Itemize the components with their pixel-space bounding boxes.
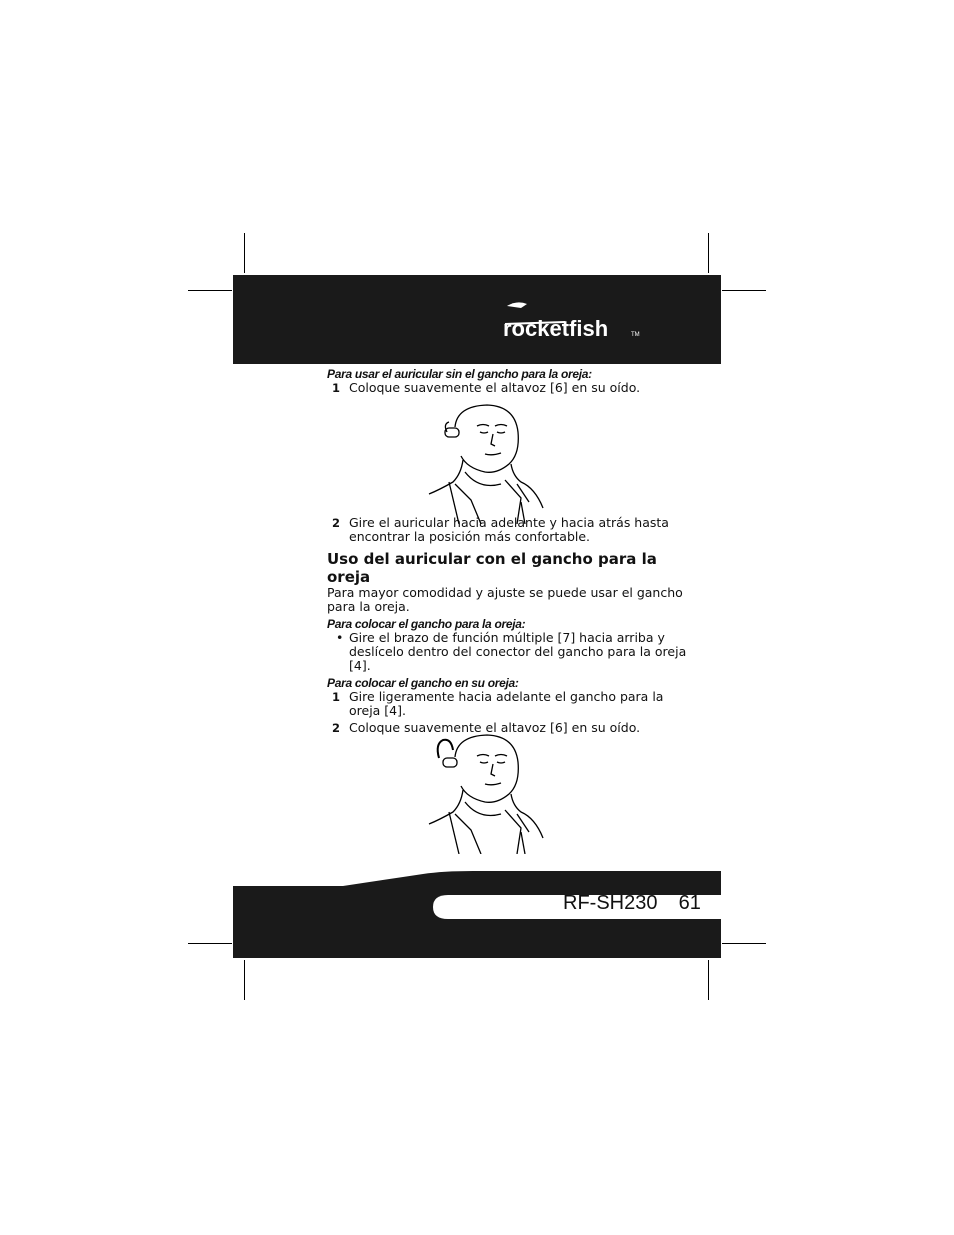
footer-model-label [563, 892, 701, 915]
step-text: Gire el auricular hacia adelante y hacia atrás hasta encontrar la posición más confortable. [349, 515, 669, 544]
model-number: RF-SH230 [563, 892, 658, 914]
step-text: Coloque suavemente el altavoz [6] en su oído. [349, 380, 641, 395]
bullet-text: Gire el brazo de función múltiple [7] hacia arriba y deslícelo dentro del conector del gancho para la oreja [4]. [349, 630, 687, 673]
logo-wordmark: rocketfish [503, 316, 609, 341]
step-item [327, 381, 687, 395]
step-text: Gire ligeramente hacia adelante el gancho para la oreja [4]. [349, 689, 664, 718]
crop-mark [708, 233, 709, 273]
step-text: Coloque suavemente el altavoz [6] en su oído. [349, 720, 641, 735]
crop-mark [188, 943, 232, 944]
header-band [233, 275, 721, 364]
step-number: 1 [332, 381, 341, 395]
crop-mark [708, 960, 709, 1000]
crop-mark [722, 943, 766, 944]
sub2-subheading: Para colocar el gancho en su oreja: [327, 676, 519, 690]
crop-mark [244, 960, 245, 1000]
rocketfish-logo [497, 296, 647, 346]
crop-mark [722, 290, 766, 291]
step-number: 1 [332, 690, 341, 704]
bullet-item [327, 631, 687, 673]
sub1-subheading: Para colocar el gancho para la oreja: [327, 617, 526, 631]
crop-mark [244, 233, 245, 273]
step-item [327, 690, 687, 718]
trademark-mark: TM [631, 332, 640, 338]
headset-wearer-illustration [425, 402, 550, 524]
section2-intro: Para mayor comodidad y ajuste se puede usar el gancho para la oreja. [327, 585, 683, 614]
page-number: 61 [678, 892, 701, 914]
headset-with-earhook-illustration [425, 732, 550, 854]
section1-subheading: Para usar el auricular sin el gancho para la oreja: [327, 367, 592, 381]
crop-mark [188, 290, 232, 291]
step-number: 2 [332, 516, 341, 530]
section2-heading: Uso del auricular con el gancho para la oreja [327, 550, 657, 586]
step-number: 2 [332, 721, 341, 735]
bullet-dot: • [336, 630, 344, 645]
